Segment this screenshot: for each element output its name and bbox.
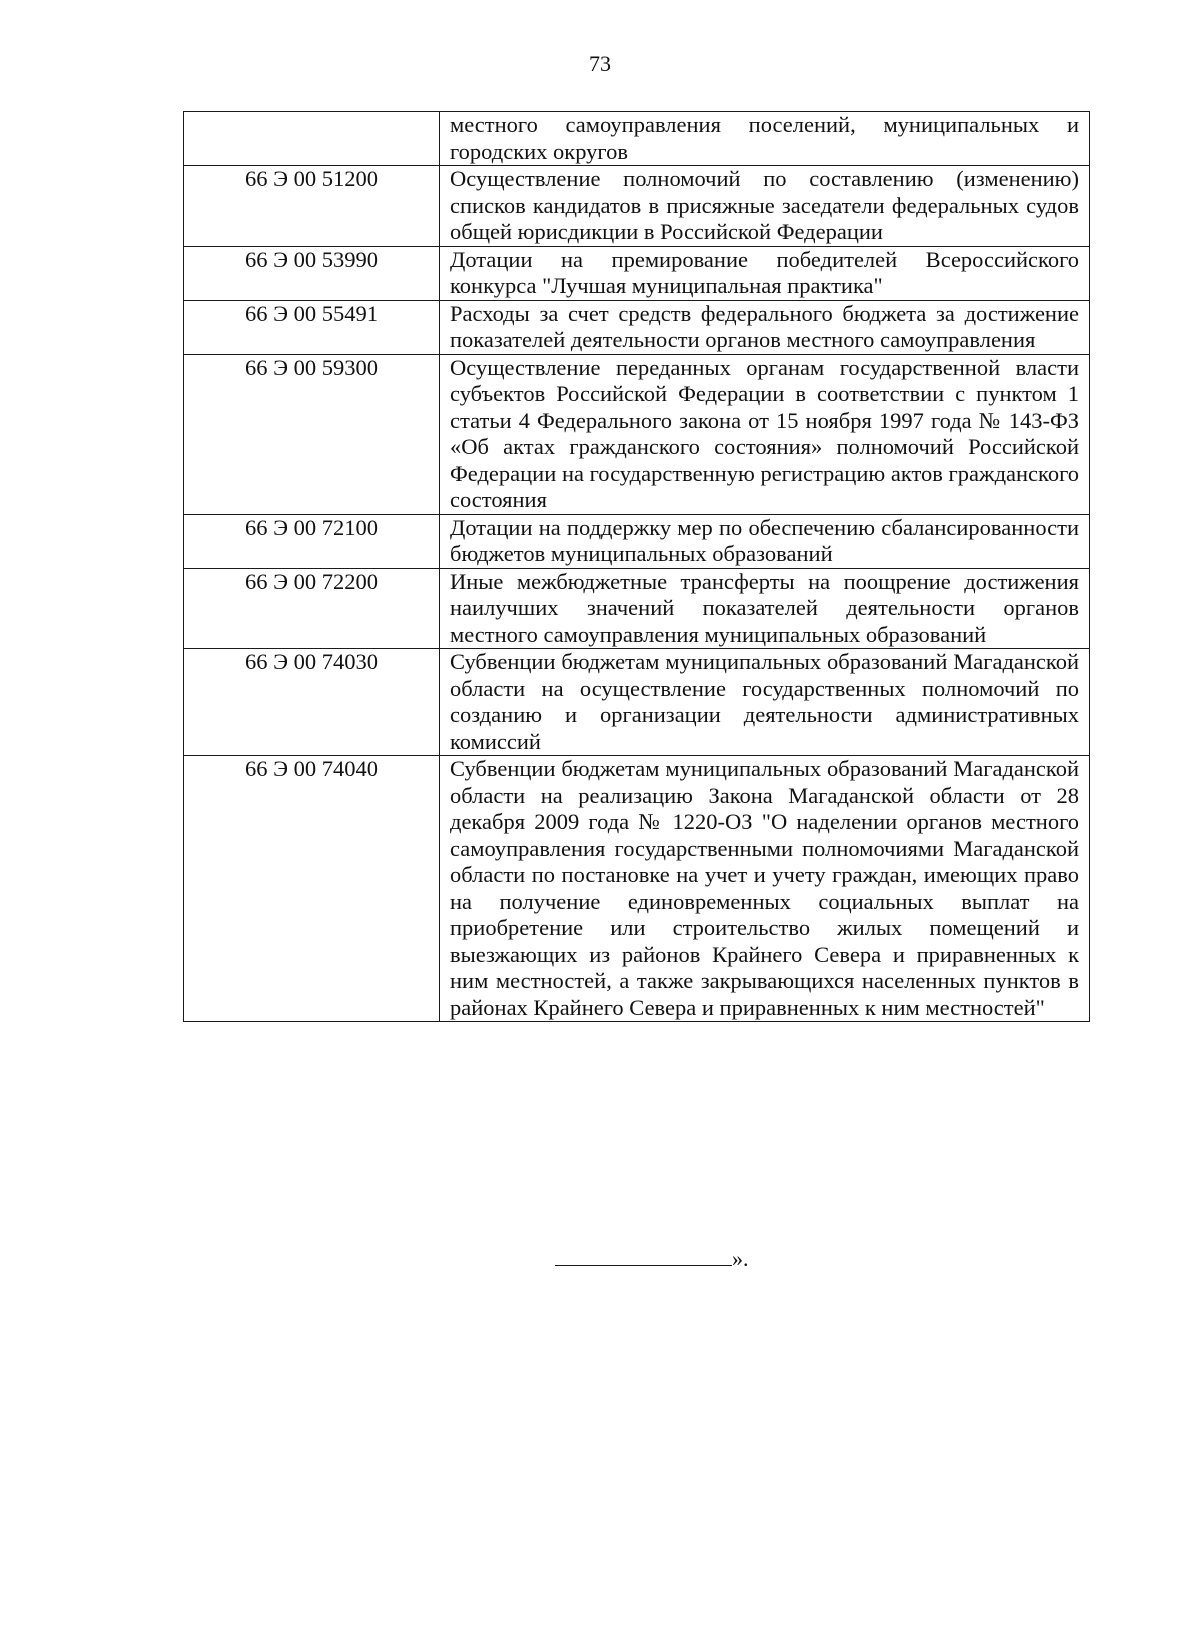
row-description: Субвенции бюджетам муниципальных образований Магаданской области на реализацию Закона Магаданской области от 28 декабря 2009 года № 1220-ОЗ "О наделении органов местного самоуправления государственными полномочиями Магаданской области по постановке на учет и учету граждан, имеющих право на получение единовременных социальных выплат на приобретение или строительство жилых помещений и выезжающих из районов Крайнего Севера и приравненных к ним местностей, а также закрывающихся населенных пунктов в районах Крайнего Севера и приравненных к ним местностей"	[440, 756, 1090, 1022]
row-code: 66 Э 00 72100	[184, 514, 440, 568]
table-row	[184, 568, 1090, 649]
row-description: Иные межбюджетные трансферты на поощрение достижения наилучших значений показателей деятельности органов местного самоуправления муниципальных образований	[440, 568, 1090, 649]
table-row	[184, 246, 1090, 300]
row-code: 66 Э 00 53990	[184, 246, 440, 300]
signature-underline	[555, 1247, 732, 1266]
table-row	[184, 166, 1090, 247]
table-row	[184, 112, 1090, 166]
row-code: 66 Э 00 72200	[184, 568, 440, 649]
row-description: Дотации на поддержку мер по обеспечению сбалансированности бюджетов муниципальных образований	[440, 514, 1090, 568]
row-description: местного самоуправления поселений, муниципальных и городских округов	[440, 112, 1090, 166]
closing-quote-mark: ».	[732, 1246, 749, 1271]
row-description: Расходы за счет средств федерального бюджета за достижение показателей деятельности органов местного самоуправления	[440, 300, 1090, 354]
row-code: 66 Э 00 74030	[184, 649, 440, 756]
table-row	[184, 756, 1090, 1022]
table-row	[184, 354, 1090, 514]
table-row	[184, 514, 1090, 568]
row-code	[184, 112, 440, 166]
row-code: 66 Э 00 55491	[184, 300, 440, 354]
row-code: 66 Э 00 51200	[184, 166, 440, 247]
row-description: Осуществление переданных органам государственной власти субъектов Российской Федерации в соответствии с пунктом 1 статьи 4 Федерального закона от 15 ноября 1997 года № 143-ФЗ «Об актах гражданского состояния» полномочий Российской Федерации на государственную регистрацию актов гражданского состояния	[440, 354, 1090, 514]
row-code: 66 Э 00 74040	[184, 756, 440, 1022]
row-description: Осуществление полномочий по составлению (изменению) списков кандидатов в присяжные заседатели федеральных судов общей юрисдикции в Российской Федерации	[440, 166, 1090, 247]
budget-classification-table	[183, 111, 1090, 1022]
table-row	[184, 649, 1090, 756]
table-row	[184, 300, 1090, 354]
row-code: 66 Э 00 59300	[184, 354, 440, 514]
row-description: Субвенции бюджетам муниципальных образований Магаданской области на осуществление государственных полномочий по созданию и организации деятельности административных комиссий	[440, 649, 1090, 756]
row-description: Дотации на премирование победителей Всероссийского конкурса "Лучшая муниципальная практика"	[440, 246, 1090, 300]
closing-line	[555, 1247, 749, 1271]
page-number: 73	[589, 51, 611, 76]
